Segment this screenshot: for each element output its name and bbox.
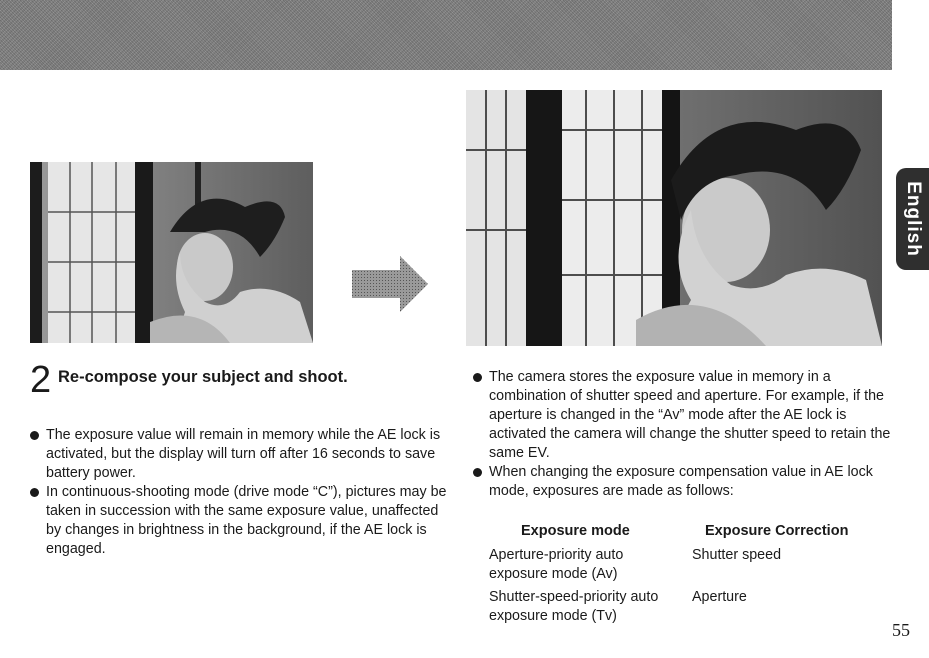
page-number: 55 — [892, 620, 910, 640]
table-header-exposure-mode: Exposure mode — [521, 523, 630, 539]
step-number: 2 — [30, 359, 52, 401]
step-title: Re-compose your subject and shoot. — [58, 368, 348, 386]
arrow-right-icon — [352, 256, 428, 312]
table-header-exposure-correction: Exposure Correction — [705, 523, 849, 539]
table-cell: Shutter-speed-priority auto exposure mode (Tv) — [489, 589, 659, 624]
language-tab-label: English — [902, 181, 924, 257]
list-item: In continuous-shooting mode (drive mode “C”), pictures may be taken in succession with the same exposure value, unaffected by changes in brightness in the background, if the AE lock is engaged. — [29, 483, 449, 559]
table-cell: Aperture — [692, 589, 747, 605]
list-item: The camera stores the exposure value in memory in a combination of shutter speed and aperture. For example, if the aperture is changed in the “Av” mode after the AE lock is activated the camera will change the shutter speed to retain the same EV. — [472, 368, 892, 463]
table-cell: Aperture-priority auto exposure mode (Av) — [489, 547, 624, 582]
left-bullet-list — [29, 426, 449, 559]
language-tab — [896, 168, 929, 270]
photo-after-recompose — [466, 90, 882, 346]
header-band — [0, 0, 892, 70]
right-bullet-list — [472, 368, 892, 501]
list-item: The exposure value will remain in memory while the AE lock is activated, but the display will turn off after 16 seconds to save battery power. — [29, 426, 449, 483]
list-item: When changing the exposure compensation value in AE lock mode, exposures are made as follows: — [472, 463, 892, 501]
table-cell: Shutter speed — [692, 547, 782, 563]
photo-before-recompose — [30, 162, 313, 343]
